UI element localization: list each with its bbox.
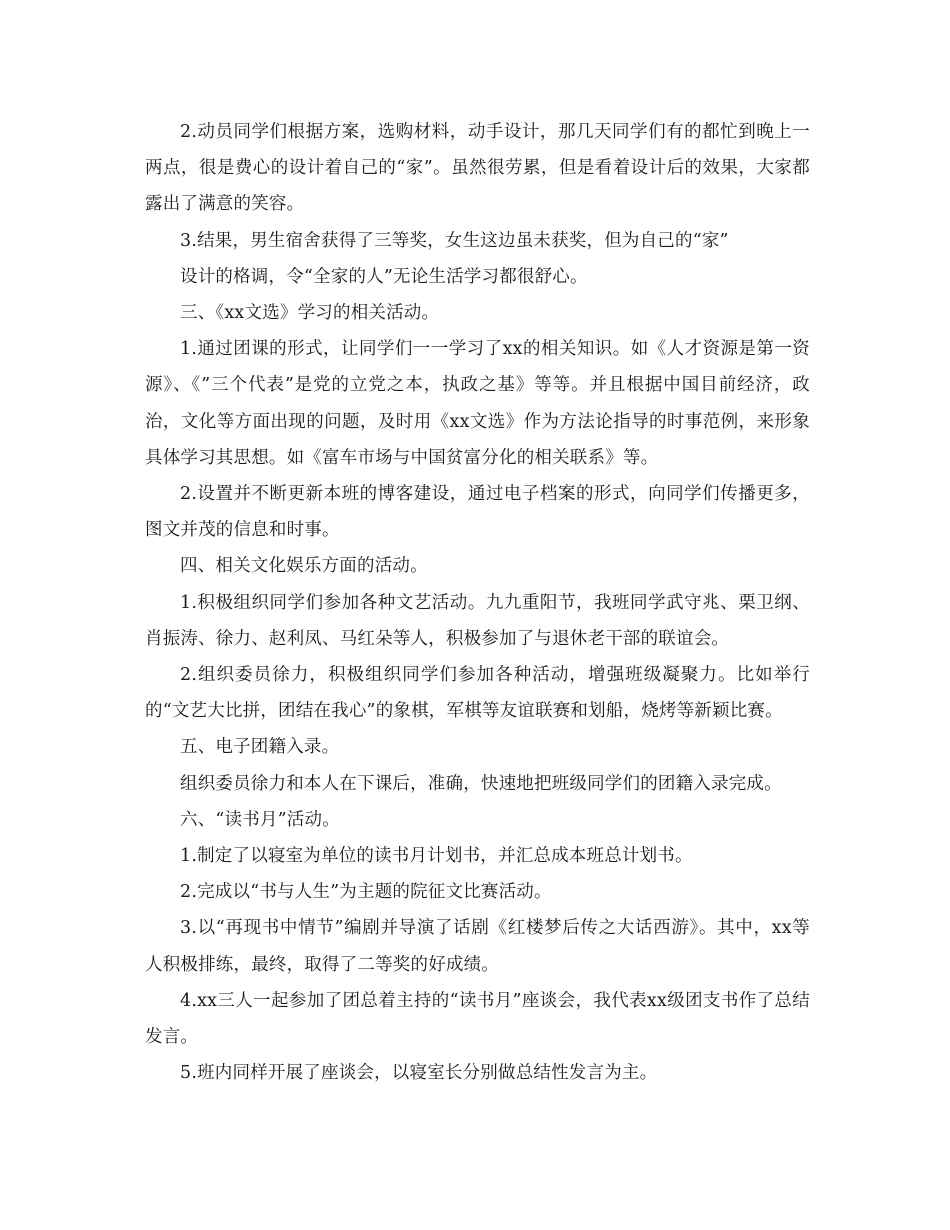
paragraph-drama: 3.以“再现书中情节”编剧并导演了话剧《红楼梦后传之大话西游》。其中，xx等人积极排练，最终，取得了二等奖的好成绩。 [145, 918, 810, 975]
section-heading-culture-activities: 四、相关文化娱乐方面的活动。 [180, 556, 428, 577]
paragraph-design-effort: 2.动员同学们根据方案，选购材料，动手设计，那几天同学们有的都忙到晚上一两点，很是费心的设计着自己的“家”。虽然很劳累，但是看着设计后的效果，大家都露出了满意的笑容。 [145, 122, 810, 215]
section-heading-wenxuan-study: 三、《xx文选》学习的相关活动。 [180, 303, 440, 324]
paragraph-reading-plan: 1.制定了以寝室为单位的读书月计划书，并汇总成本班总计划书。 [180, 846, 693, 867]
paragraph-class-blog: 2.设置并不断更新本班的博客建设，通过电子档案的形式，向同学们传播更多，图文并茂的信息和时事。 [145, 484, 810, 541]
paragraph-essay-contest: 2.完成以“书与人生”为主题的院征文比赛活动。 [180, 882, 552, 903]
paragraph-arts-activities: 1.积极组织同学们参加各种文艺活动。九九重阳节，我班同学武守兆、栗卫纲、肖振涛、徐力、赵利凤、马红朵等人，积极参加了与退休老干部的联谊会。 [145, 592, 810, 649]
paragraph-cohesion-activities: 2.组织委员徐力，积极组织同学们参加各种活动，增强班级凝聚力。比如举行的“文艺大比拼，团结在我心”的象棋，军棋等友谊联赛和划船，烧烤等新颖比赛。 [145, 665, 810, 722]
paragraph-symposium: 4.xx三人一起参加了团总着主持的“读书月”座谈会，我代表xx级团支书作了总结发言。 [145, 990, 810, 1048]
paragraph-group-lesson: 1.通过团课的形式，让同学们一一学习了xx的相关知识。如《人才资源是第一资源》、《”三个代表”是党的立党之本，执政之基》等等。并且根据中国目前经济，政治，文化等方面出现的问题，及时用《xx文选》作为方法论指导的时事范例，来形象具体学习其思想。如《富车市场与中国贫富分化的相关联系》等。 [145, 339, 810, 468]
paragraph-class-symposium: 5.班内同样开展了座谈会，以寝室长分别做总结性发言为主。 [180, 1063, 658, 1084]
paragraph-dorm-result-continued: 设计的格调，令“全家的人”无论生活学习都很舒心。 [180, 266, 588, 287]
document-body [145, 114, 810, 1091]
section-heading-e-registration: 五、电子团籍入录。 [180, 737, 340, 758]
paragraph-dorm-result: 3.结果，男生宿舍获得了三等奖，女生这边虽未获奖，但为自己的“家” [180, 230, 729, 251]
paragraph-registration-done: 组织委员徐力和本人在下课后，准确，快速地把班级同学们的团籍入录完成。 [180, 773, 782, 794]
section-heading-reading-month: 六、“读书月”活动。 [180, 809, 340, 830]
